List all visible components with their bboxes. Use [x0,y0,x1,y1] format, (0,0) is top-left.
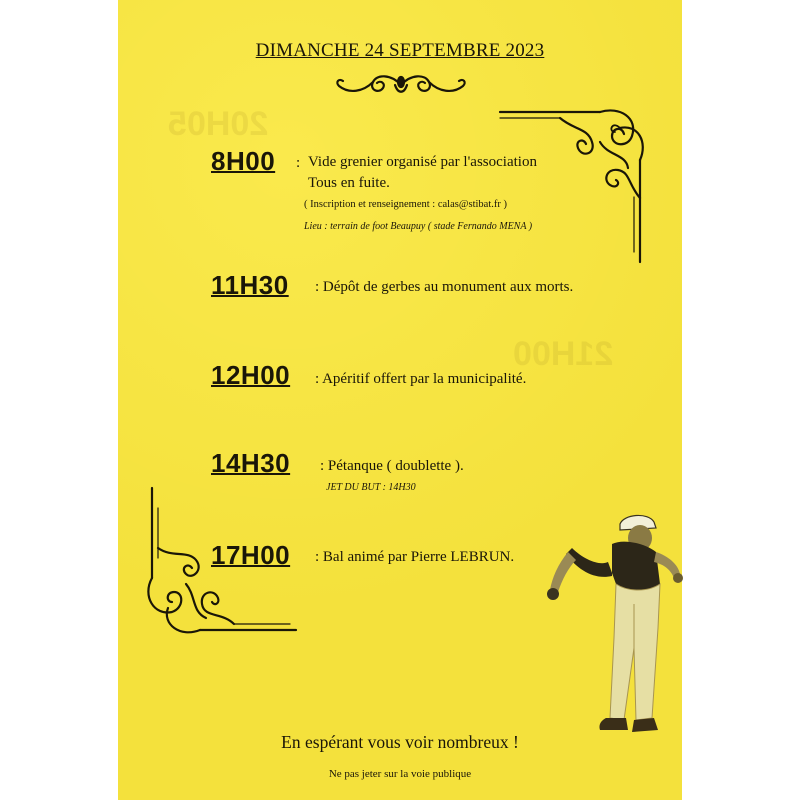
event-description: : Dépôt de gerbes au monument aux morts. [315,279,574,295]
event-description: : Pétanque ( doublette ). [320,458,464,474]
petanque-player-illustration [528,508,688,748]
event-registration-note: ( Inscription et renseignement : calas@stibat.fr ) [304,199,507,210]
show-through-text: 20H05 [168,105,269,143]
event-time-17h00: 17H00 [211,540,291,570]
corner-ornament-top-right-icon [500,102,650,262]
event-time-8h00: 8H00 [211,146,276,176]
flourish-divider-icon [333,68,469,102]
event-description: : Bal animé par Pierre LEBRUN. [315,549,515,565]
footer-notice: Ne pas jeter sur la voie publique [328,768,472,780]
event-location-note: Lieu : terrain de foot Beaupuy ( stade Fernando MENA ) [304,221,533,232]
show-through-text: 21H00 [513,335,614,373]
event-time-11h30: 11H30 [211,270,289,300]
event-description-line-1: Vide grenier organisé par l'association [308,154,537,170]
event-date-title: DIMANCHE 24 SEPTEMBRE 2023 [255,40,545,61]
closing-message: En espérant vous voir nombreux ! [281,732,519,752]
jet-du-but-note: JET DU BUT : 14H30 [326,482,416,493]
event-time-12h00: 12H00 [211,360,291,390]
event-separator: : [296,155,301,171]
event-description: : Apéritif offert par la municipalité. [315,371,527,387]
event-description-line-2: Tous en fuite. [308,175,390,191]
flyer-page [118,0,682,800]
event-time-14h30: 14H30 [211,448,291,478]
